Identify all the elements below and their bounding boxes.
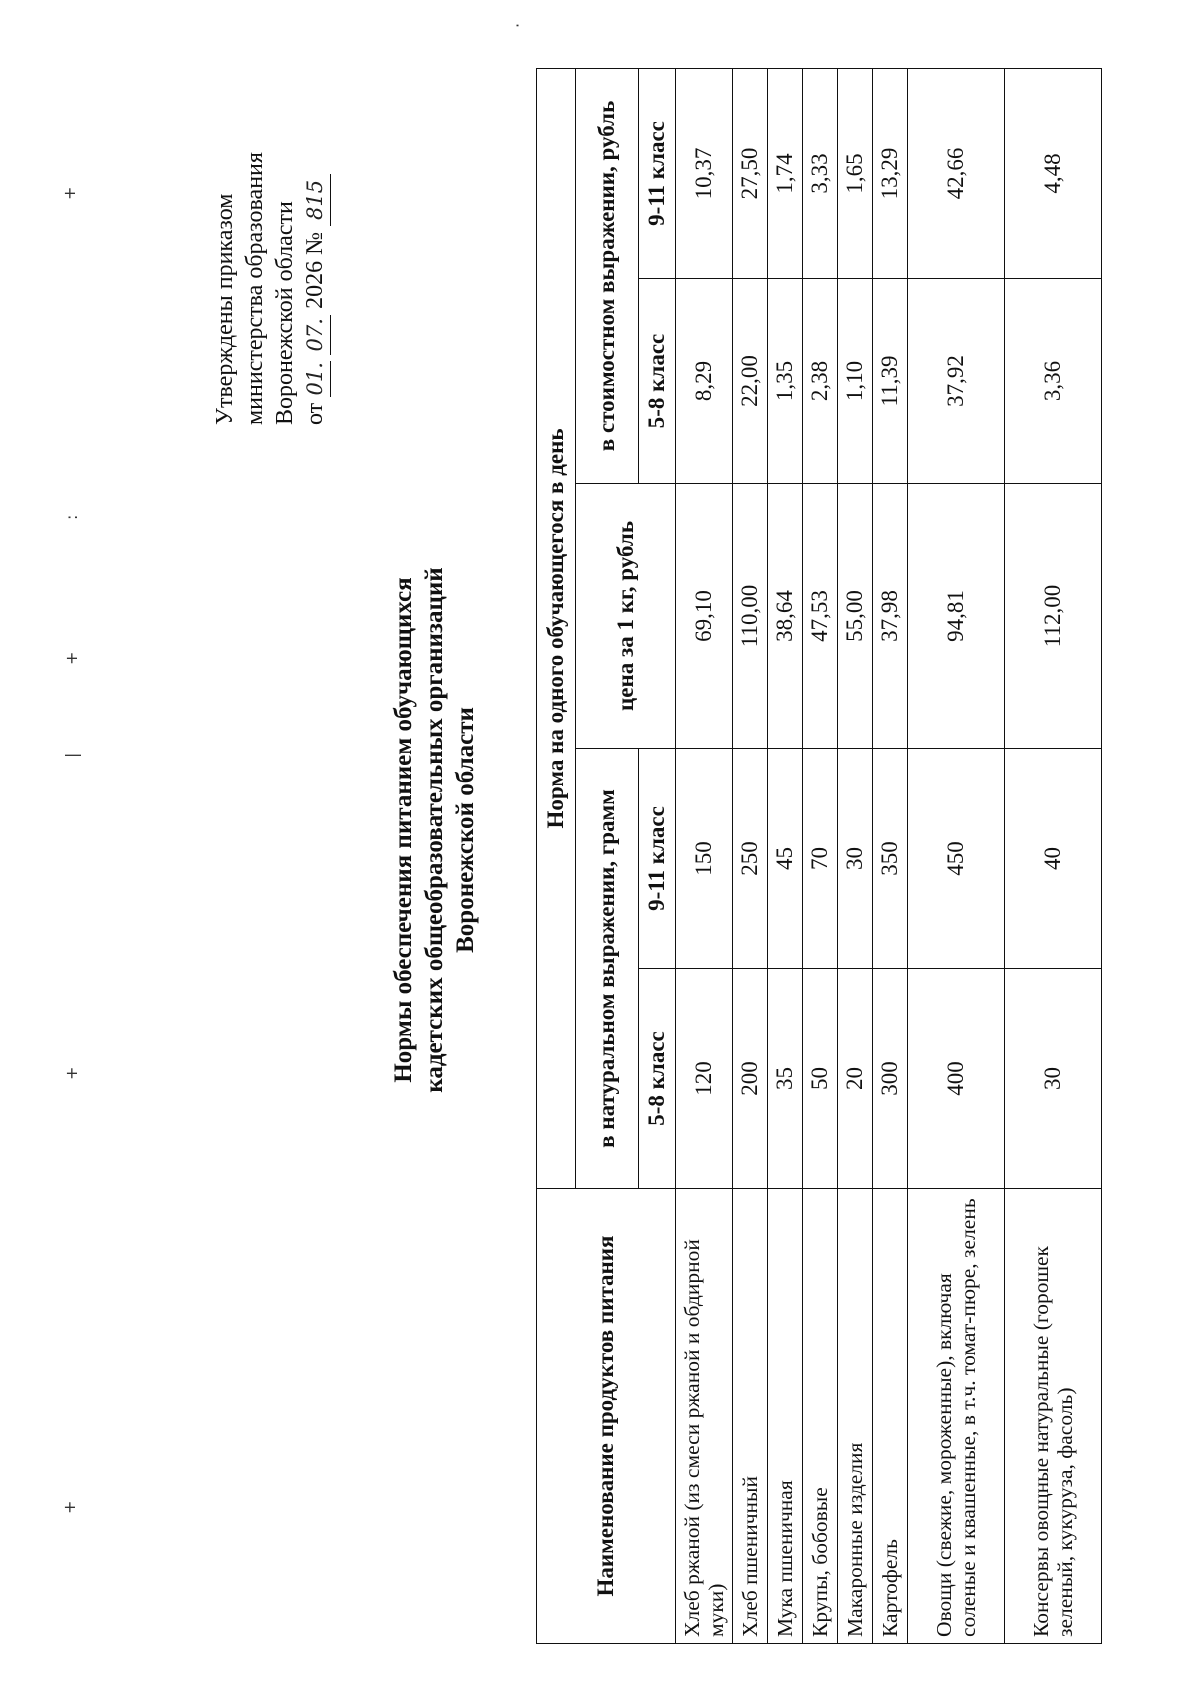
table-row (676, 68, 733, 1643)
product-name: Хлеб пшеничный (733, 1189, 768, 1644)
product-name: Макаронные изделия (838, 1189, 873, 1644)
cost-5-8: 2,38 (803, 279, 838, 484)
approval-from-label: от (302, 402, 328, 425)
cost-9-11: 42,66 (908, 68, 1005, 278)
nutrition-norms-table (536, 68, 1102, 1644)
title-line: Воронежской области (452, 707, 479, 953)
header-natural: в натуральном выражении, грамм (576, 749, 639, 1189)
handwritten-month: 07. (300, 315, 331, 355)
approval-year: 2026 (302, 260, 328, 309)
header-grade-5-8: 5-8 класс (639, 969, 676, 1189)
natural-9-11: 350 (873, 749, 908, 969)
product-name: Картофель (873, 1189, 908, 1644)
natural-9-11: 70 (803, 749, 838, 969)
natural-9-11: 250 (733, 749, 768, 969)
table-row (908, 68, 1005, 1643)
natural-5-8: 400 (908, 969, 1005, 1189)
cost-5-8: 11,39 (873, 279, 908, 484)
cost-5-8: 37,92 (908, 279, 1005, 484)
price-per-kg: 69,10 (676, 484, 733, 749)
table-header-row (537, 68, 576, 1643)
cost-9-11: 13,29 (873, 68, 908, 278)
scan-mark: + (60, 186, 79, 200)
natural-5-8: 30 (1005, 969, 1102, 1189)
natural-9-11: 40 (1005, 749, 1102, 969)
number-sign: № (302, 231, 328, 255)
table-row (803, 68, 838, 1643)
price-per-kg: 55,00 (838, 484, 873, 749)
approval-block (210, 65, 331, 425)
price-per-kg: 38,64 (768, 484, 803, 749)
table-row (838, 68, 873, 1643)
title-line: Нормы обеспечения питанием обучающихся (390, 577, 417, 1083)
natural-9-11: 450 (908, 749, 1005, 969)
product-name: Мука пшеничная (768, 1189, 803, 1644)
natural-5-8: 20 (838, 969, 873, 1189)
scan-mark: + (60, 1500, 79, 1514)
natural-5-8: 120 (676, 969, 733, 1189)
header-grade-5-8-cost: 5-8 класс (639, 279, 676, 484)
header-grade-9-11: 9-11 класс (639, 749, 676, 969)
cost-9-11: 27,50 (733, 68, 768, 278)
natural-5-8: 50 (803, 969, 838, 1189)
scan-mark: + (62, 651, 81, 665)
product-name: Консервы овощные натуральные (горошек зеленый, кукуруза, фасоль) (1005, 1189, 1102, 1644)
handwritten-order-number: 815 (300, 174, 331, 226)
header-norm-per-student: Норма на одного обучающегося в день (537, 68, 576, 1188)
header-monetary: в стоимостном выражении, рубль (576, 68, 639, 483)
scan-mark: + (62, 1066, 81, 1080)
natural-9-11: 150 (676, 749, 733, 969)
table-row (733, 68, 768, 1643)
header-price-per-kg: цена за 1 кг, рубль (576, 484, 676, 749)
cost-9-11: 10,37 (676, 68, 733, 278)
approval-line: министерства образования (242, 152, 268, 425)
natural-9-11: 30 (838, 749, 873, 969)
cost-9-11: 1,74 (768, 68, 803, 278)
natural-5-8: 200 (733, 969, 768, 1189)
handwritten-day: 01. (300, 361, 331, 397)
natural-5-8: 300 (873, 969, 908, 1189)
price-per-kg: 94,81 (908, 484, 1005, 749)
document-title (388, 380, 481, 1280)
header-product-name: Наименование продуктов питания (537, 1189, 676, 1644)
table-row (873, 68, 908, 1643)
natural-9-11: 45 (768, 749, 803, 969)
cost-5-8: 1,35 (768, 279, 803, 484)
scan-mark: · (508, 22, 527, 28)
product-name: Овощи (свежие, мороженные), включая соленые и квашенные, в т.ч. томат-пюре, зелень (908, 1189, 1005, 1644)
price-per-kg: 37,98 (873, 484, 908, 749)
price-per-kg: 110,00 (733, 484, 768, 749)
price-per-kg: 112,00 (1005, 484, 1102, 749)
header-grade-9-11-cost: 9-11 класс (639, 68, 676, 278)
table-row (768, 68, 803, 1643)
product-name: Крупы, бобовые (803, 1189, 838, 1644)
table-row (1005, 68, 1102, 1643)
cost-9-11: 1,65 (838, 68, 873, 278)
cost-5-8: 8,29 (676, 279, 733, 484)
cost-5-8: 3,36 (1005, 279, 1102, 484)
scan-mark: | (62, 752, 81, 758)
cost-5-8: 22,00 (733, 279, 768, 484)
cost-5-8: 1,10 (838, 279, 873, 484)
price-per-kg: 47,53 (803, 484, 838, 749)
cost-9-11: 4,48 (1005, 68, 1102, 278)
natural-5-8: 35 (768, 969, 803, 1189)
product-name: Хлеб ржаной (из смеси ржаной и обдирной муки) (676, 1189, 733, 1644)
cost-9-11: 3,33 (803, 68, 838, 278)
scan-mark: : (62, 514, 81, 520)
approval-line: Утверждены приказом (212, 193, 238, 425)
approval-line: Воронежской области (272, 201, 298, 425)
approval-date-line (300, 65, 331, 425)
title-line: кадетских общеобразовательных организаций (421, 567, 448, 1093)
